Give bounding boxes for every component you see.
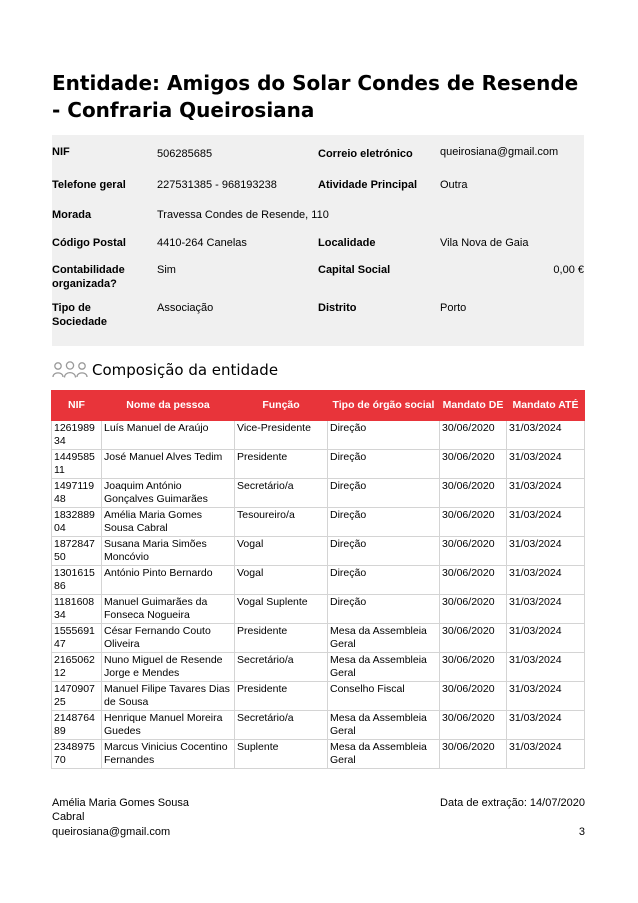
cell-nif: 126198934 [52, 421, 102, 450]
cell-mandate-from: 30/06/2020 [440, 450, 507, 479]
cell-person-name: Manuel Filipe Tavares Dias de Sousa [102, 682, 235, 711]
cell-person-name: António Pinto Bernardo [102, 566, 235, 595]
table-row [52, 508, 585, 537]
accounting-value: Sim [157, 264, 176, 276]
address-value: Travessa Condes de Resende, 110 [157, 209, 329, 221]
table-row [52, 566, 585, 595]
page-number: 3 [578, 826, 585, 838]
cell-nif: 234897570 [52, 740, 102, 769]
page-title: Entidade: Amigos do Solar Condes de Resende - Confraria Queirosiana [52, 71, 579, 122]
cell-person-name: Marcus Vinicius Cocentino Fernandes [102, 740, 235, 769]
cell-nif: 144958511 [52, 450, 102, 479]
cell-organ-type: Mesa da Assembleia Geral [328, 624, 440, 653]
info-row-address [52, 204, 584, 232]
cell-person-name: Manuel Guimarães da Fonseca Nogueira [102, 595, 235, 624]
cell-mandate-to: 31/03/2024 [507, 711, 585, 740]
cell-mandate-from: 30/06/2020 [440, 537, 507, 566]
email-label: Correio eletrónico [318, 148, 413, 160]
cell-person-name: José Manuel Alves Tedim [102, 450, 235, 479]
header-person-name: Nome da pessoa [102, 391, 235, 421]
people-icon [52, 361, 88, 379]
cell-mandate-from: 30/06/2020 [440, 421, 507, 450]
cell-organ-type: Mesa da Assembleia Geral [328, 711, 440, 740]
cell-function: Vogal [235, 566, 328, 595]
cell-organ-type: Direção [328, 450, 440, 479]
cell-person-name: Nuno Miguel de Resende Jorge e Mendes [102, 653, 235, 682]
cell-function: Suplente [235, 740, 328, 769]
cell-organ-type: Direção [328, 421, 440, 450]
info-row-accounting [52, 259, 584, 297]
cell-function: Vogal [235, 537, 328, 566]
cell-nif: 183288904 [52, 508, 102, 537]
info-row-postal [52, 232, 584, 259]
cell-function: Presidente [235, 682, 328, 711]
footer-extraction-date: Data de extração: 14/07/2020 [440, 797, 585, 809]
accounting-label: Contabilidade organizada? [52, 264, 125, 290]
cell-organ-type: Direção [328, 508, 440, 537]
cell-mandate-to: 31/03/2024 [507, 653, 585, 682]
cell-function: Vogal Suplente [235, 595, 328, 624]
header-mandate-from: Mandato DE [440, 391, 507, 421]
entity-info-panel [52, 135, 584, 346]
table-row [52, 595, 585, 624]
table-row [52, 421, 585, 450]
cell-mandate-to: 31/03/2024 [507, 624, 585, 653]
cell-person-name: Luís Manuel de Araújo [102, 421, 235, 450]
cell-mandate-from: 30/06/2020 [440, 711, 507, 740]
nif-value: 506285685 [157, 148, 213, 160]
header-mandate-to: Mandato ATÉ [507, 391, 585, 421]
section-header [52, 359, 278, 381]
footer-email: queirosiana@gmail.com [52, 826, 171, 838]
activity-value: Outra [440, 179, 468, 191]
composition-table [51, 390, 585, 769]
cell-mandate-to: 31/03/2024 [507, 595, 585, 624]
table-row [52, 479, 585, 508]
table-row [52, 740, 585, 769]
address-label: Morada [52, 209, 92, 221]
phone-label: Telefone geral [52, 179, 126, 191]
cell-person-name: Amélia Maria Gomes Sousa Cabral [102, 508, 235, 537]
table-row [52, 653, 585, 682]
table-row [52, 537, 585, 566]
table-row [52, 624, 585, 653]
cell-mandate-to: 31/03/2024 [507, 566, 585, 595]
cell-function: Secretário/a [235, 711, 328, 740]
cell-mandate-from: 30/06/2020 [440, 508, 507, 537]
cell-organ-type: Mesa da Assembleia Geral [328, 653, 440, 682]
cell-organ-type: Conselho Fiscal [328, 682, 440, 711]
capital-value: 0,00 € [553, 264, 584, 276]
cell-mandate-from: 30/06/2020 [440, 740, 507, 769]
activity-label: Atividade Principal [318, 179, 418, 191]
district-value: Porto [440, 302, 467, 314]
cell-mandate-to: 31/03/2024 [507, 740, 585, 769]
cell-nif: 214876489 [52, 711, 102, 740]
postal-value: 4410-264 Canelas [157, 237, 247, 249]
cell-mandate-from: 30/06/2020 [440, 653, 507, 682]
cell-nif: 118160834 [52, 595, 102, 624]
cell-person-name: Joaquim António Gonçalves Guimarães [102, 479, 235, 508]
info-row-phone [52, 172, 584, 204]
table-row [52, 711, 585, 740]
cell-person-name: Henrique Manuel Moreira Guedes [102, 711, 235, 740]
cell-organ-type: Direção [328, 566, 440, 595]
society-label: Tipo de Sociedade [52, 302, 108, 328]
cell-function: Tesoureiro/a [235, 508, 328, 537]
cell-organ-type: Mesa da Assembleia Geral [328, 740, 440, 769]
cell-organ-type: Direção [328, 537, 440, 566]
postal-label: Código Postal [52, 237, 126, 249]
email-value[interactable]: queirosiana@gmail.com [440, 146, 559, 158]
footer-author: Amélia Maria Gomes Sousa Cabral [52, 797, 189, 823]
cell-mandate-from: 30/06/2020 [440, 624, 507, 653]
cell-organ-type: Direção [328, 479, 440, 508]
cell-mandate-from: 30/06/2020 [440, 682, 507, 711]
society-value: Associação [157, 302, 214, 314]
cell-nif: 130161586 [52, 566, 102, 595]
header-function: Função [235, 391, 328, 421]
table-row [52, 682, 585, 711]
cell-function: Presidente [235, 624, 328, 653]
header-nif: NIF [52, 391, 102, 421]
district-label: Distrito [318, 302, 357, 314]
cell-mandate-to: 31/03/2024 [507, 537, 585, 566]
phone-value: 227531385 - 968193238 [157, 179, 277, 191]
info-row-society [52, 297, 584, 346]
cell-mandate-from: 30/06/2020 [440, 595, 507, 624]
cell-mandate-from: 30/06/2020 [440, 479, 507, 508]
cell-nif: 187284750 [52, 537, 102, 566]
cell-function: Presidente [235, 450, 328, 479]
cell-person-name: César Fernando Couto Oliveira [102, 624, 235, 653]
cell-nif: 147090725 [52, 682, 102, 711]
locality-value: Vila Nova de Gaia [440, 237, 529, 249]
cell-mandate-from: 30/06/2020 [440, 566, 507, 595]
cell-person-name: Susana Maria Simões Moncóvio [102, 537, 235, 566]
cell-nif: 216506212 [52, 653, 102, 682]
cell-mandate-to: 31/03/2024 [507, 508, 585, 537]
info-row-nif [52, 135, 584, 172]
cell-nif: 149711948 [52, 479, 102, 508]
section-title: Composição da entidade [92, 361, 279, 379]
cell-nif: 155569147 [52, 624, 102, 653]
cell-function: Secretário/a [235, 653, 328, 682]
table-header-row [52, 391, 585, 421]
nif-label: NIF [52, 146, 70, 158]
capital-label: Capital Social [318, 264, 391, 276]
header-organ-type: Tipo de órgão social [328, 391, 440, 421]
locality-label: Localidade [318, 237, 376, 249]
cell-function: Vice-Presidente [235, 421, 328, 450]
table-row [52, 450, 585, 479]
cell-mandate-to: 31/03/2024 [507, 421, 585, 450]
cell-mandate-to: 31/03/2024 [507, 450, 585, 479]
cell-mandate-to: 31/03/2024 [507, 682, 585, 711]
cell-function: Secretário/a [235, 479, 328, 508]
cell-organ-type: Direção [328, 595, 440, 624]
cell-mandate-to: 31/03/2024 [507, 479, 585, 508]
